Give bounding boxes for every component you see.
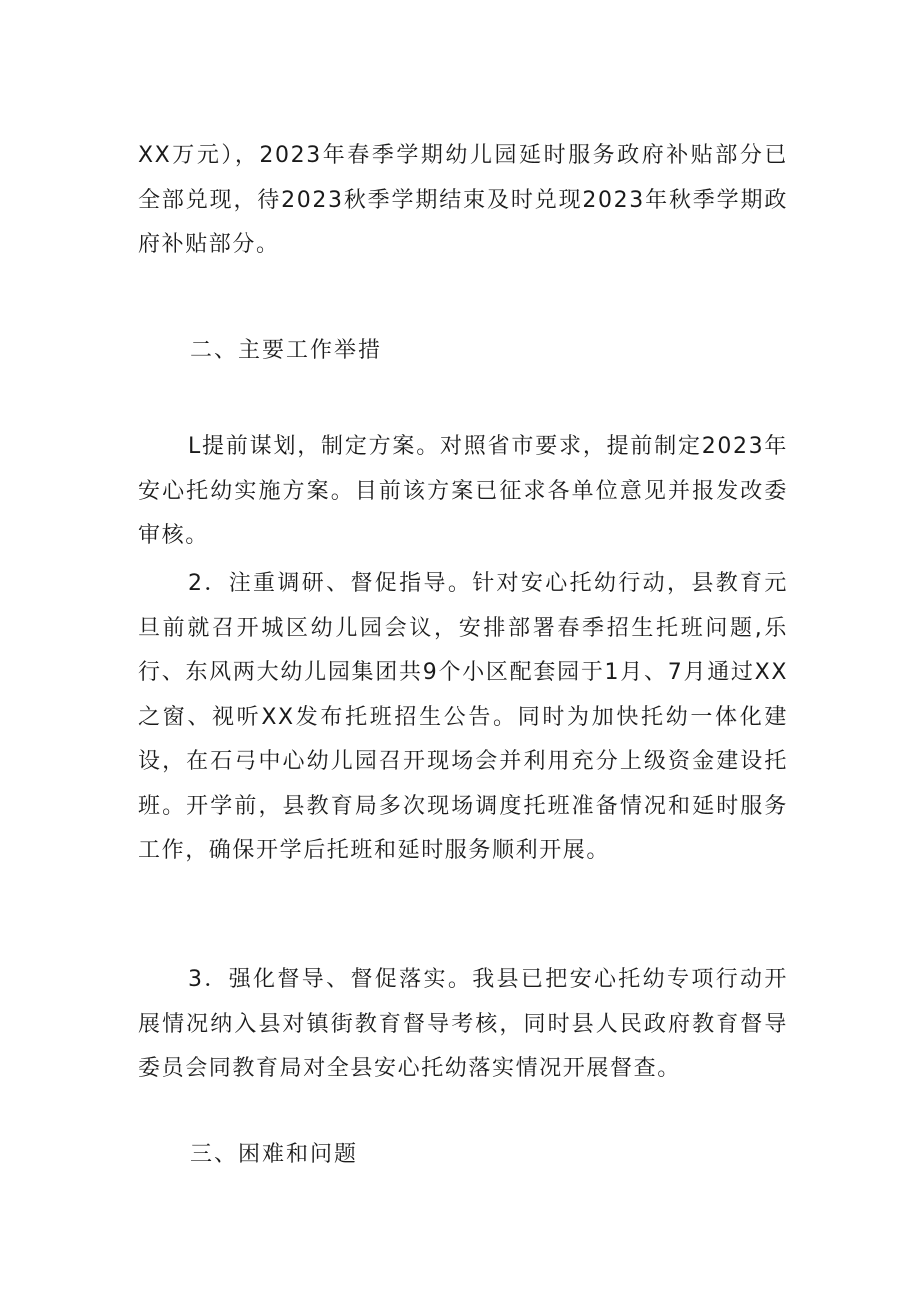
paragraph-item-3: 3．强化督导、督促落实。我县已把安心托幼专项行动开展情况纳入县对镇街教育督导考核，同时县人民政府教育督导委员会同教育局对全县安心托幼落实情况开展督查。 (138, 967, 788, 1081)
section-heading-difficulties: 三、困难和问题 (190, 1142, 359, 1167)
paragraph-item-2: 2．注重调研、督促指导。针对安心托幼行动，县教育元旦前就召开城区幼儿园会议，安排部署春季招生托班问题,乐行、东风两大幼儿园集团共9个小区配套园于1月、7月通过XX之窗、视听XX发布托班招生公告。同时为加快托幼一体化建设，在石弓中心幼儿园召开现场会并利用充分上级资金建设托班。开学前，县教育局多次现场调度托班准备情况和延时服务工作，确保开学后托班和延时服务顺利开展。 (138, 571, 788, 863)
section-heading-main-measures: 二、主要工作举措 (190, 338, 383, 363)
paragraph-item-1: L提前谋划，制定方案。对照省市要求，提前制定2023年安心托幼实施方案。目前该方案已征求各单位意见并报发改委审核。 (138, 434, 788, 548)
paragraph-continuation: XX万元），2023年春季学期幼儿园延时服务政府补贴部分已全部兑现，待2023秋季学期结束及时兑现2023年秋季学期政府补贴部分。 (138, 143, 788, 257)
